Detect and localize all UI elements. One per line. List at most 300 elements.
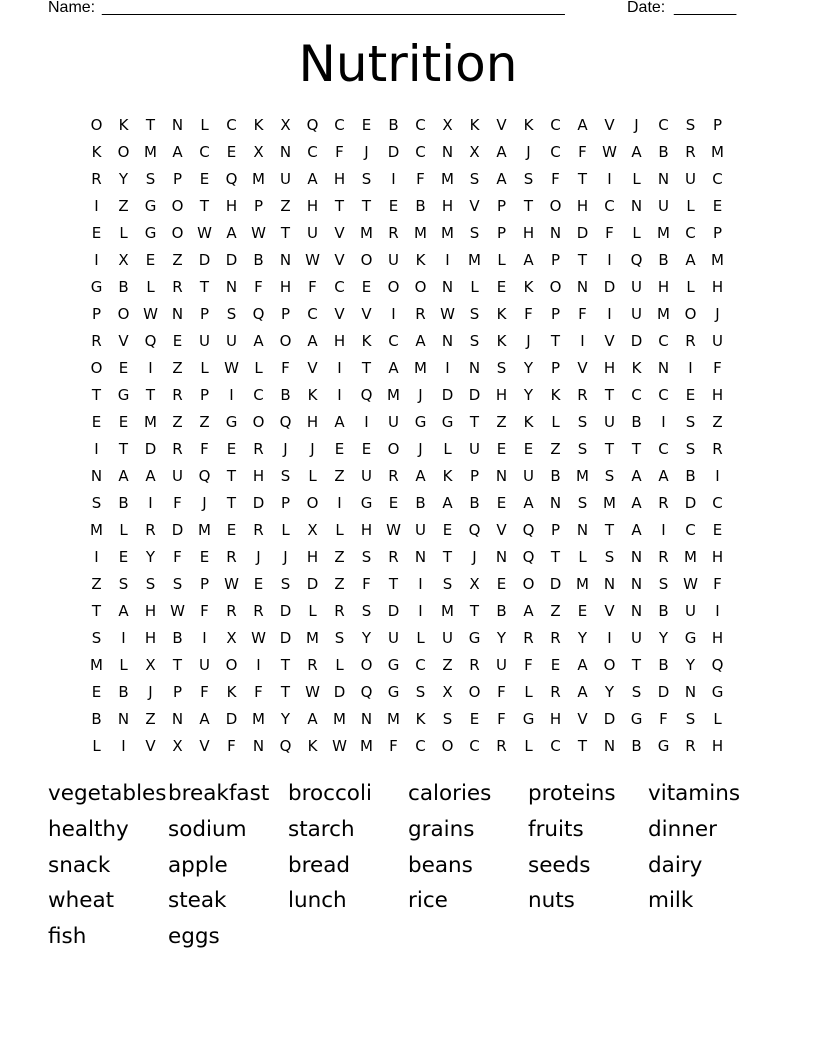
grid-letter: D: [279, 629, 292, 647]
grid-letter: N: [603, 737, 616, 755]
grid-letter: K: [631, 359, 642, 377]
grid-letter: A: [577, 116, 588, 134]
grid-letter: O: [90, 116, 103, 134]
grid-letter: V: [361, 305, 372, 323]
grid-letter: S: [469, 305, 480, 323]
grid-letter: T: [469, 602, 480, 620]
grid-letter: S: [685, 710, 696, 728]
grid-letter: U: [172, 467, 183, 485]
grid-letter: M: [333, 710, 346, 728]
grid-letter: M: [360, 224, 373, 242]
grid-letter: J: [310, 440, 315, 458]
grid-letter: N: [360, 710, 373, 728]
grid-letter: O: [549, 278, 562, 296]
grid-letter: G: [387, 683, 400, 701]
grid-letter: S: [577, 494, 588, 512]
grid-row: [83, 112, 733, 139]
word-bank-item: rice: [408, 888, 448, 914]
grid-letter: B: [685, 467, 696, 485]
word-bank-item: snack: [48, 852, 111, 878]
grid-letter: F: [173, 494, 182, 512]
grid-row: [83, 706, 733, 733]
grid-letter: N: [468, 359, 481, 377]
grid-letter: V: [118, 332, 129, 350]
grid-letter: M: [576, 575, 589, 593]
grid-row: [83, 382, 733, 409]
grid-row: [83, 328, 733, 355]
grid-letter: A: [523, 494, 534, 512]
grid-letter: O: [387, 278, 400, 296]
grid-letter: J: [472, 548, 477, 566]
grid-letter: L: [416, 629, 425, 647]
grid-letter: W: [197, 224, 212, 242]
grid-letter: Y: [280, 710, 291, 728]
grid-letter: K: [415, 251, 426, 269]
grid-letter: J: [418, 440, 423, 458]
word-bank-item: proteins: [528, 781, 616, 806]
grid-letter: X: [280, 116, 291, 134]
grid-letter: C: [685, 521, 696, 539]
grid-letter: N: [630, 548, 643, 566]
grid-letter: G: [90, 278, 103, 296]
grid-letter: D: [441, 386, 454, 404]
grid-letter: U: [361, 467, 372, 485]
date-field-line: _______: [674, 0, 737, 16]
grid-letter: E: [118, 359, 129, 377]
grid-letter: S: [604, 548, 615, 566]
word-bank-item: dairy: [648, 852, 703, 878]
grid-letter: E: [91, 224, 102, 242]
grid-letter: I: [337, 494, 342, 512]
grid-letter: L: [578, 548, 587, 566]
grid-letter: E: [712, 521, 723, 539]
grid-letter: X: [118, 251, 129, 269]
grid-letter: S: [469, 332, 480, 350]
grid-letter: V: [307, 359, 318, 377]
grid-letter: V: [496, 116, 507, 134]
grid-letter: W: [332, 737, 347, 755]
grid-letter: A: [631, 467, 642, 485]
grid-letter: L: [308, 467, 317, 485]
grid-letter: N: [441, 143, 454, 161]
grid-letter: B: [91, 710, 102, 728]
word-bank-item: breakfast: [168, 781, 270, 806]
grid-letter: I: [445, 359, 450, 377]
grid-letter: D: [684, 494, 697, 512]
grid-letter: M: [468, 251, 481, 269]
grid-letter: J: [526, 332, 531, 350]
grid-row: [83, 517, 733, 544]
grid-letter: T: [550, 548, 561, 566]
grid-letter: T: [604, 440, 615, 458]
grid-letter: X: [442, 683, 453, 701]
grid-letter: U: [388, 629, 399, 647]
grid-letter: Q: [522, 521, 535, 539]
grid-letter: D: [387, 143, 400, 161]
grid-letter: R: [145, 521, 156, 539]
grid-letter: F: [362, 575, 371, 593]
grid-letter: G: [657, 737, 670, 755]
grid-letter: D: [657, 683, 670, 701]
grid-letter: R: [550, 629, 561, 647]
grid-letter: A: [118, 602, 129, 620]
word-bank-item: grains: [408, 816, 475, 842]
grid-letter: P: [550, 251, 561, 269]
grid-letter: E: [361, 440, 372, 458]
grid-letter: F: [389, 737, 398, 755]
grid-letter: P: [469, 467, 480, 485]
grid-letter: W: [440, 305, 455, 323]
grid-letter: T: [577, 737, 588, 755]
grid-letter: V: [604, 332, 615, 350]
grid-letter: W: [251, 629, 266, 647]
grid-letter: C: [253, 386, 264, 404]
grid-letter: M: [360, 737, 373, 755]
grid-letter: G: [522, 710, 535, 728]
grid-letter: G: [387, 656, 400, 674]
grid-letter: A: [145, 467, 156, 485]
grid-letter: D: [630, 332, 643, 350]
grid-letter: L: [335, 521, 344, 539]
grid-letter: L: [686, 197, 695, 215]
grid-letter: D: [252, 494, 265, 512]
grid-letter: M: [252, 170, 265, 188]
grid-letter: Z: [172, 359, 183, 377]
grid-letter: C: [712, 494, 723, 512]
grid-letter: T: [226, 494, 237, 512]
grid-letter: P: [496, 224, 507, 242]
grid-letter: F: [578, 305, 587, 323]
grid-letter: R: [388, 467, 399, 485]
grid-letter: E: [226, 440, 237, 458]
grid-letter: L: [119, 521, 128, 539]
grid-letter: W: [602, 143, 617, 161]
grid-letter: N: [414, 548, 427, 566]
grid-letter: M: [441, 602, 454, 620]
grid-letter: A: [415, 467, 426, 485]
grid-letter: F: [713, 575, 722, 593]
grid-letter: B: [415, 494, 426, 512]
grid-letter: F: [335, 143, 344, 161]
grid-letter: M: [306, 629, 319, 647]
grid-letter: I: [94, 440, 99, 458]
grid-letter: J: [283, 548, 288, 566]
grid-letter: W: [386, 521, 401, 539]
grid-letter: K: [415, 710, 426, 728]
grid-letter: S: [469, 170, 480, 188]
grid-letter: H: [576, 197, 589, 215]
grid-letter: V: [604, 116, 615, 134]
grid-letter: Y: [577, 629, 588, 647]
grid-letter: J: [715, 305, 720, 323]
grid-letter: T: [604, 386, 615, 404]
grid-letter: E: [91, 683, 102, 701]
grid-letter: N: [441, 332, 454, 350]
grid-letter: Q: [144, 332, 157, 350]
grid-letter: U: [658, 197, 669, 215]
grid-letter: T: [388, 575, 399, 593]
grid-letter: D: [306, 575, 319, 593]
grid-letter: S: [685, 413, 696, 431]
grid-letter: U: [631, 629, 642, 647]
grid-letter: P: [550, 521, 561, 539]
grid-letter: Y: [523, 359, 534, 377]
grid-letter: L: [443, 440, 452, 458]
grid-letter: S: [469, 224, 480, 242]
grid-letter: T: [631, 440, 642, 458]
grid-letter: L: [119, 656, 128, 674]
grid-letter: M: [711, 251, 724, 269]
grid-letter: T: [280, 683, 291, 701]
grid-letter: Z: [172, 413, 183, 431]
grid-letter: V: [199, 737, 210, 755]
grid-letter: S: [685, 440, 696, 458]
grid-letter: H: [711, 386, 724, 404]
grid-letter: V: [334, 305, 345, 323]
grid-letter: L: [92, 737, 101, 755]
grid-letter: F: [497, 683, 506, 701]
grid-letter: D: [279, 602, 292, 620]
grid-letter: B: [658, 602, 669, 620]
grid-letter: S: [442, 575, 453, 593]
grid-letter: P: [550, 359, 561, 377]
grid-letter: Q: [630, 251, 643, 269]
grid-letter: N: [630, 575, 643, 593]
grid-letter: A: [172, 143, 183, 161]
grid-letter: I: [418, 602, 423, 620]
grid-letter: R: [685, 737, 696, 755]
grid-letter: T: [604, 521, 615, 539]
grid-letter: B: [658, 251, 669, 269]
grid-letter: O: [117, 305, 130, 323]
grid-letter: F: [173, 548, 182, 566]
date-label: Date:: [627, 0, 666, 16]
grid-letter: B: [496, 602, 507, 620]
grid-letter: I: [607, 170, 612, 188]
grid-letter: Q: [468, 521, 481, 539]
grid-letter: R: [658, 494, 669, 512]
grid-letter: N: [549, 494, 562, 512]
grid-letter: Y: [685, 656, 696, 674]
grid-letter: O: [306, 494, 319, 512]
grid-letter: S: [685, 116, 696, 134]
grid-letter: H: [441, 197, 454, 215]
grid-letter: B: [631, 413, 642, 431]
grid-letter: T: [469, 413, 480, 431]
grid-letter: C: [334, 116, 345, 134]
grid-letter: E: [523, 440, 534, 458]
grid-row: [83, 625, 733, 652]
grid-letter: A: [496, 170, 507, 188]
grid-letter: Z: [712, 413, 723, 431]
grid-letter: Z: [172, 251, 183, 269]
grid-letter: V: [577, 359, 588, 377]
grid-row: [83, 139, 733, 166]
grid-letter: R: [712, 440, 723, 458]
grid-letter: S: [145, 575, 156, 593]
grid-letter: O: [684, 305, 697, 323]
grid-letter: G: [360, 494, 373, 512]
word-bank-item: steak: [168, 888, 227, 914]
grid-letter: S: [361, 602, 372, 620]
grid-letter: M: [711, 143, 724, 161]
grid-letter: I: [94, 251, 99, 269]
grid-letter: C: [415, 656, 426, 674]
grid-letter: N: [549, 224, 562, 242]
grid-letter: C: [415, 143, 426, 161]
grid-letter: M: [684, 548, 697, 566]
grid-letter: U: [631, 278, 642, 296]
grid-letter: A: [415, 332, 426, 350]
grid-letter: L: [146, 278, 155, 296]
grid-letter: I: [715, 602, 720, 620]
grid-letter: T: [118, 440, 129, 458]
grid-letter: S: [658, 575, 669, 593]
grid-letter: A: [199, 710, 210, 728]
grid-letter: X: [172, 737, 183, 755]
grid-letter: N: [657, 359, 670, 377]
grid-letter: K: [496, 332, 507, 350]
grid-letter: V: [577, 710, 588, 728]
grid-letter: J: [634, 116, 639, 134]
grid-letter: M: [252, 710, 265, 728]
grid-letter: N: [171, 710, 184, 728]
grid-letter: S: [361, 170, 372, 188]
grid-letter: Z: [118, 197, 129, 215]
grid-letter: N: [630, 602, 643, 620]
grid-letter: R: [253, 440, 264, 458]
grid-letter: J: [418, 386, 423, 404]
grid-letter: N: [684, 683, 697, 701]
grid-letter: S: [91, 494, 102, 512]
grid-letter: Z: [550, 440, 561, 458]
grid-letter: H: [225, 197, 238, 215]
name-label: Name:: [48, 0, 96, 16]
grid-letter: Q: [360, 386, 373, 404]
grid-letter: H: [252, 467, 265, 485]
grid-letter: R: [577, 386, 588, 404]
word-bank-item: beans: [408, 852, 473, 878]
grid-letter: D: [468, 386, 481, 404]
grid-letter: C: [712, 170, 723, 188]
grid-letter: D: [549, 575, 562, 593]
grid-letter: B: [658, 656, 669, 674]
grid-letter: O: [171, 224, 184, 242]
grid-letter: S: [91, 629, 102, 647]
grid-letter: O: [387, 440, 400, 458]
grid-letter: M: [414, 359, 427, 377]
grid-letter: L: [632, 170, 641, 188]
grid-letter: E: [361, 116, 372, 134]
grid-letter: M: [198, 521, 211, 539]
grid-letter: R: [91, 332, 102, 350]
grid-letter: B: [280, 386, 291, 404]
grid-letter: H: [711, 737, 724, 755]
grid-letter: F: [200, 683, 209, 701]
grid-letter: G: [117, 386, 130, 404]
grid-letter: N: [441, 278, 454, 296]
grid-letter: G: [144, 224, 157, 242]
grid-letter: A: [685, 251, 696, 269]
grid-letter: S: [496, 359, 507, 377]
grid-letter: M: [414, 224, 427, 242]
grid-letter: L: [308, 602, 317, 620]
grid-letter: Q: [522, 548, 535, 566]
grid-letter: K: [91, 143, 102, 161]
grid-letter: Y: [496, 629, 507, 647]
grid-letter: C: [388, 332, 399, 350]
grid-letter: L: [686, 278, 695, 296]
grid-letter: O: [441, 737, 454, 755]
grid-letter: Z: [334, 575, 345, 593]
grid-letter: Z: [145, 710, 156, 728]
grid-letter: D: [144, 440, 157, 458]
grid-letter: S: [280, 467, 291, 485]
grid-letter: S: [334, 629, 345, 647]
grid-letter: D: [225, 251, 238, 269]
grid-letter: T: [199, 197, 210, 215]
grid-letter: Q: [252, 305, 265, 323]
grid-letter: E: [199, 548, 210, 566]
grid-letter: I: [94, 197, 99, 215]
grid-letter: X: [469, 575, 480, 593]
grid-row: [83, 544, 733, 571]
grid-letter: N: [279, 251, 292, 269]
grid-letter: V: [469, 197, 480, 215]
grid-letter: U: [199, 656, 210, 674]
grid-row: [83, 436, 733, 463]
grid-letter: C: [199, 143, 210, 161]
grid-letter: E: [442, 521, 453, 539]
grid-letter: B: [172, 629, 183, 647]
grid-letter: W: [305, 683, 320, 701]
word-bank-item: fish: [48, 924, 87, 950]
word-bank-item: starch: [288, 816, 355, 842]
grid-letter: U: [415, 521, 426, 539]
word-bank-item: broccoli: [288, 781, 372, 806]
grid-letter: T: [91, 386, 102, 404]
grid-row: [83, 409, 733, 436]
grid-letter: S: [631, 683, 642, 701]
grid-letter: Q: [279, 737, 292, 755]
grid-letter: X: [145, 656, 156, 674]
grid-letter: F: [551, 170, 560, 188]
grid-letter: F: [200, 602, 209, 620]
grid-letter: I: [256, 656, 261, 674]
grid-letter: Y: [658, 629, 669, 647]
grid-letter: I: [121, 737, 126, 755]
grid-letter: J: [283, 440, 288, 458]
grid-letter: K: [361, 332, 372, 350]
grid-letter: G: [468, 629, 481, 647]
grid-letter: D: [171, 521, 184, 539]
grid-letter: N: [90, 467, 103, 485]
grid-letter: P: [253, 197, 264, 215]
grid-letter: C: [658, 116, 669, 134]
grid-letter: C: [658, 332, 669, 350]
grid-letter: R: [226, 602, 237, 620]
grid-letter: A: [442, 494, 453, 512]
word-bank-item: lunch: [288, 888, 347, 914]
grid-letter: U: [469, 440, 480, 458]
grid-letter: H: [549, 710, 562, 728]
grid-row: [83, 193, 733, 220]
grid-letter: S: [172, 575, 183, 593]
grid-letter: T: [199, 278, 210, 296]
grid-letter: B: [415, 197, 426, 215]
grid-letter: T: [145, 116, 156, 134]
grid-letter: A: [388, 359, 399, 377]
